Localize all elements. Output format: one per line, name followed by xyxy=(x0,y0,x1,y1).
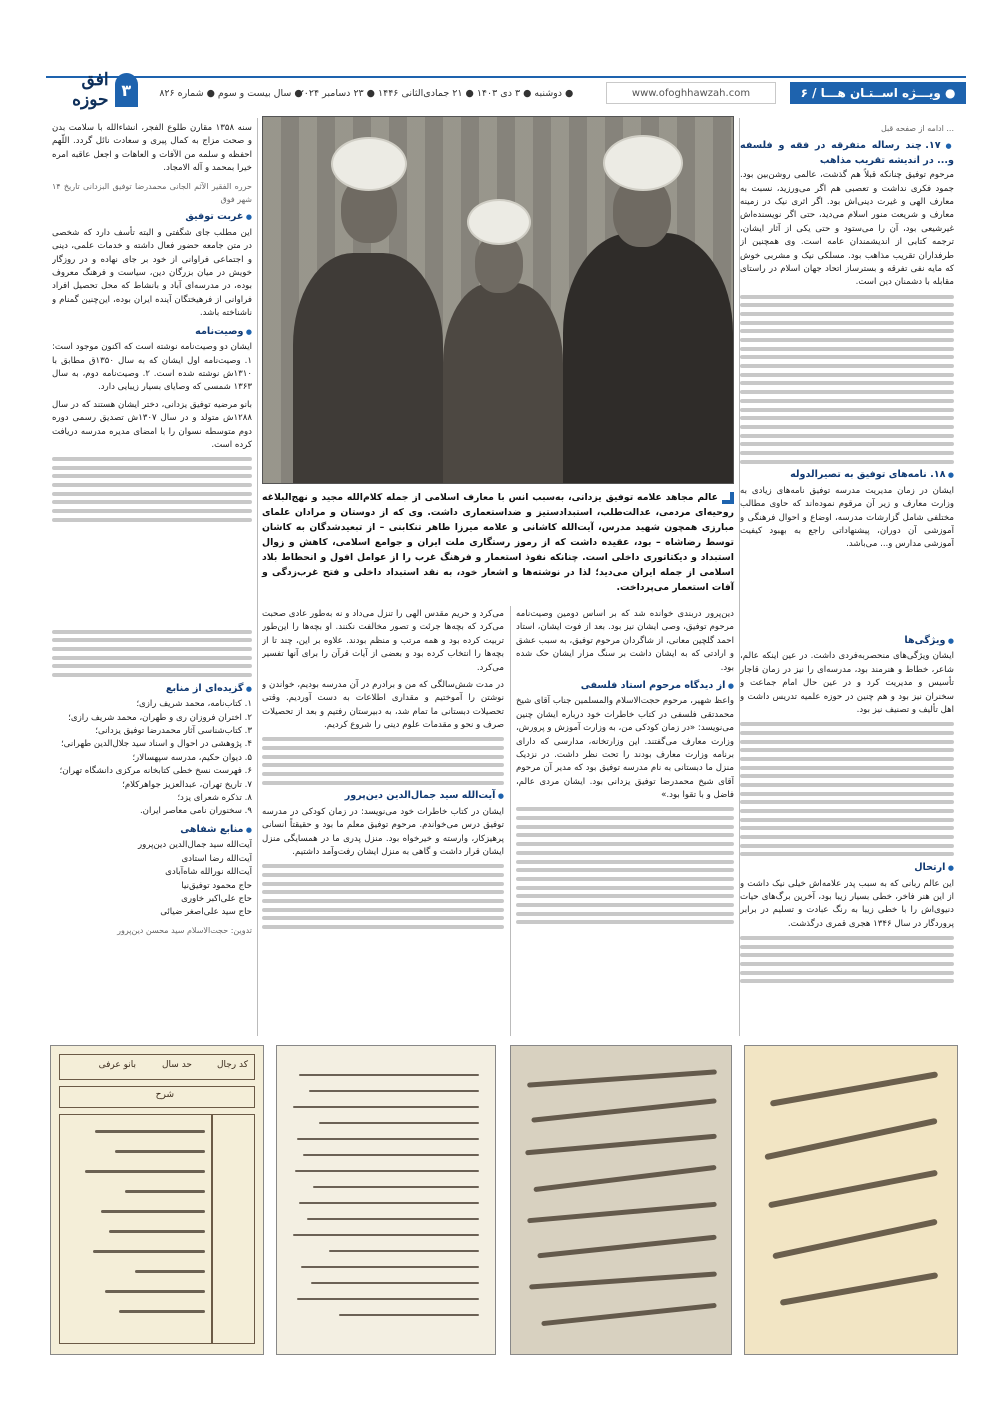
sources-list xyxy=(52,698,252,819)
prayer-text: سنه ۱۳۵۸ مقارن طلوع الفجر، انشاءالله با سلامت بدن و صحت مزاج به کمال پیری و سعادت نائل گردد. اللّهم احفظه و سلمه من الآفات و العاهات و اجعل عاقبه امره خیرا بمحمد و آله الامجاد. xyxy=(52,123,252,174)
manuscript-calligraphy[interactable] xyxy=(510,1045,732,1355)
source-item: ۳. کتاب‌شناسی آثار محمدرضا توفیق یزدانی؛ xyxy=(95,726,252,737)
handwriting-line xyxy=(307,1218,479,1220)
photo-caption xyxy=(262,490,734,602)
left-column-lower xyxy=(52,625,252,1035)
date-line: ● دوشنبه ● ۳ دی ۱۴۰۳ ● ۲۱ جمادی‌الثانی ۱۴۴۶ ● ۲۳ دسامبر ۲۰۲۴ xyxy=(298,87,574,99)
turban-icon xyxy=(467,199,531,245)
item18-heading: ● ۱۸. نامه‌های توفیق به تصیرالدوله xyxy=(740,468,954,482)
handwriting-line xyxy=(297,1138,479,1140)
source-item: ۶. فهرست نسخ خطی کتابخانه مرکزی دانشگاه تهران؛ xyxy=(59,766,252,777)
text-continuation xyxy=(262,864,504,929)
continuation-note: ... ادامه از صفحه قبل xyxy=(880,124,954,133)
calligraphy-stroke xyxy=(525,1134,717,1156)
page-header xyxy=(46,70,966,110)
handwriting-line xyxy=(85,1170,205,1173)
turban-icon xyxy=(603,135,683,191)
calligraphy-stroke xyxy=(764,1118,937,1160)
left-column xyxy=(52,122,252,622)
photo-figure-center xyxy=(443,283,563,483)
caption-corner-icon xyxy=(722,492,734,504)
register-header-cell: حد سال xyxy=(162,1060,192,1070)
photo-caption-text: عالم مجاهد علامه توفیق یزدانی، به‌سبب انس با معارف اسلامی از جمله کلام‌الله مجید و نهج‌البلاغه روحیه‌ای مردمی، عدالت‌طلب، استبدادستیز و ضداستعماری داشت. وی که از دوستان و مرادان علمای مبارزی همچون شهید مدرس، آیت‌الله کاشانی و علامه میرزا طاهر تنکابنی – از تبعیدشدگان به کاشان توسط رضاشاه – بود، عقیده داشت که از رموز رستگاری ملت ایران و جوامع اسلامی، کاهش و زوال استبداد و دیکتاتوری داخلی است. چنانکه نفوذ استعمار و فرهنگ غرب را از عوامل افول و انحطاط بلاد اسلامی از جمله ایران می‌دید؛ لذا در نوشته‌ها و اشعار خود، به نقد استبداد داخلی و فتح غرب‌زدگی و آفات استعمار می‌پرداخت. xyxy=(262,492,734,593)
calligraphy-stroke xyxy=(533,1165,716,1192)
text-continuation xyxy=(52,630,252,677)
will-text: ایشان دو وصیت‌نامه نوشته است که اکنون موجود است: ۱. وصیت‌نامه اول ایشان که به سال ۱۳۵۰ق مطابق با ۱۳۱۰ش نوشته شده است. ۲. وصیت‌نامه دوم، به سال ۱۳۶۳ شمسی که وصایای بسیار زیبایی دارد. xyxy=(52,342,252,393)
handwriting-line xyxy=(319,1122,479,1124)
sources-heading: ● گزیده‌ای از منابع xyxy=(52,682,252,696)
text-continuation xyxy=(52,457,252,522)
manuscript-qita[interactable] xyxy=(744,1045,958,1355)
middle-left-column xyxy=(262,608,504,1040)
calligraphy-stroke xyxy=(531,1098,717,1122)
signature-line: حرره الفقیر الآثم الجانی محمدرضا توفیق البزدانی تاریخ ۱۴ شهر فوق xyxy=(52,181,252,205)
column-divider xyxy=(510,606,511,1036)
oral-source-item: آیت‌الله نورالله شاه‌آبادی xyxy=(165,867,252,878)
calligraphy-stroke xyxy=(537,1235,717,1259)
register-header-cell: بانو عرفی xyxy=(98,1060,136,1070)
handwriting-line xyxy=(125,1190,205,1193)
compiler-credit: تدوین: حجت‌الاسلام سید محسن دین‌پرور xyxy=(117,925,252,935)
will-heading: ● وصیت‌نامه xyxy=(52,325,252,339)
handwriting-line xyxy=(109,1230,205,1233)
source-item: ۱. کتاب‌نامه، محمد شریف رازی؛ xyxy=(136,699,252,710)
register-column-line xyxy=(211,1114,213,1344)
text-continuation xyxy=(516,807,734,924)
oral-sources-heading: ● منابع شفاهی xyxy=(52,823,252,837)
register-header-row xyxy=(59,1054,255,1080)
source-item: ۵. دیوان حکیم، مدرسه سپهسالار؛ xyxy=(132,752,252,763)
calligraphy-stroke xyxy=(780,1272,939,1306)
item17-text: مرحوم توفیق چنانکه قبلاً هم گذشت، عالمی روشن‌بین بود. جمود فکری نداشت و تعصبی هم اگر می‌ورزید، نسبت به معارف الهی و غیرت دینی‌اش بود. اگر اثری نیک در زمینه معارف و شریعت منور اسلام می‌دید، حتی اگر نویسنده‌اش غیرشیعی بود، آن را می‌ستود و حتی یکی از آثار ایشان، ترجمه کتابی از اندیشمندان عامه است. وی همچنین از طرفداران تقریب مذاهب بود. مسلکی نیک و مشربی خوش که مایه نفی تفرقه و بسترساز اتحاد جهان اسلام در راستای مقابله با دشمنان دین است. xyxy=(740,170,954,288)
photo-figure-left xyxy=(293,253,443,483)
handwriting-line xyxy=(299,1074,479,1076)
handwriting-line xyxy=(101,1210,205,1213)
handwriting-line xyxy=(293,1106,479,1108)
text-continuation xyxy=(740,722,954,856)
calligraphy-stroke xyxy=(529,1271,717,1289)
source-item: ۲. اختران فروزان ری و طهران، محمد شریف رازی؛ xyxy=(68,712,252,723)
traits-heading: ● ویژگی‌ها xyxy=(740,634,954,648)
text-continuation xyxy=(262,737,504,784)
issue-line: ● سال بیست و سوم ● شماره ۸۲۶ xyxy=(159,87,303,99)
page-number: ۳ xyxy=(115,73,138,107)
traits-text: ایشان ویژگی‌های منحصربه‌فردی داشت. در عین اینکه عالم، شاعر، خطاط و هنرمند بود، مدرسه‌ای را نیز در زمان قاجار تأسیس و مدیریت کرد و در عین حال امام جماعت و سخنران نیز بود و هم چنین در حوزه علمیه تدریس داشت و اهل تألیف و تصنیف نیز بود. xyxy=(740,651,954,716)
register-header-cell: کد رجال xyxy=(216,1060,248,1070)
dinparvar-text: ایشان در کتاب خاطرات خود می‌نویسد: در زمان کودکی در مدرسه توفیق درس می‌خواندم. مرحوم توفیق معلم ما بود و حقیقتاً انسانی پرهیزکار، وارسته و خیرخواه بود. منزل پدری ما در همسایگی منزل ایشان قرار داشت و گاهی به منزل ایشان رفت‌وآمد داشتیم. xyxy=(262,806,504,858)
turban-icon xyxy=(331,137,407,191)
source-item: ۸. تذکره شعرای یزد؛ xyxy=(177,793,252,804)
item18-text: ایشان در زمان مدیریت مدرسه توفیق نامه‌های زیادی به وزارت معارف و زیر آن مرقوم نموده‌اند که حاوی مطالب مختلفی شامل گزارشات مدرسه، اوضاع و احوال فرهنگی و آموزشی آن دوران، پیشنهاداتی راجع به بهبود کیفیت آموزشی مدارس و... می‌باشد. xyxy=(740,485,954,550)
handwriting-line xyxy=(295,1170,479,1172)
source-item: ۷. تاریخ تهران، عبدالعزیز جواهرکلام؛ xyxy=(122,779,252,790)
brand-name: افق حوزه xyxy=(72,70,109,110)
handwriting-line xyxy=(313,1186,479,1188)
manuscript-letter[interactable] xyxy=(276,1045,496,1355)
handwriting-line xyxy=(339,1314,479,1316)
handwriting-line xyxy=(105,1290,205,1293)
exile-heading: ● غربت توفیق xyxy=(52,210,252,224)
handwriting-line xyxy=(309,1090,479,1092)
oral-source-item: حاج محمود توفیق‌نیا xyxy=(181,880,252,891)
mid-left-intro: می‌کرد و حریم مقدس الهی را تنزل می‌داد و نه به‌طور عادی صحبت می‌کرد که بچه‌ها جرئت و تصور مخالفت نکنند. او بچه‌ها را این‌طور تربیت کرده بود و همه مرتب و منظم بودند. علاوه بر این، چند تا از بچه‌ها را انتخاب کرده بود و بعضی از آیات قرآن را برای آنها تفسیر می‌کرد. xyxy=(262,609,504,673)
handwriting-line xyxy=(115,1150,205,1153)
handwriting-line xyxy=(95,1130,205,1133)
falsafi-text: واعظ شهیر، مرحوم حجت‌الاسلام والمسلمین جناب آقای شیخ محمدتقی فلسفی در کتاب خاطرات خود درباره ایشان چنین می‌نویسد: «در زمان کودکی من، به وزارت آموزش و پرورش، وزارت معارف می‌گفتند. این وزارتخانه، مدارسی که دارای برنامه وزارت معارف بودند را تحت نظر داشت. در نزدیک منزل ما دبستانی به نام مدرسه توفیق بود که مدیر آن مرحوم آقای شیخ محمدرضا توفیق یزدانی بود. ایشان مردی عالم، فاضل و با تقوا بود.» xyxy=(516,696,734,801)
handwriting-line xyxy=(297,1298,479,1300)
calligraphy-stroke xyxy=(527,1202,717,1224)
handwriting-line xyxy=(329,1250,479,1252)
site-url[interactable]: www.ofoghhawzah.com xyxy=(606,82,776,104)
calligraphy-stroke xyxy=(772,1219,938,1260)
oral-source-item: حاج علی‌اکبر خاوری xyxy=(181,893,252,904)
source-item: ۴. پژوهشی در احوال و اسناد سید جلال‌الدین طهرانی؛ xyxy=(60,739,252,750)
calligraphy-stroke xyxy=(527,1069,717,1087)
death-text: این عالم ربانی که به سبب پدر علامه‌اش خیلی نیک داشت و از این هنر فاخر، خطی بسیار زیبا بود، آخرین برگ‌های حیات دنیوی‌اش را با خطی زیبا به رنگ عبادت و تسلیم در برابر پروردگار در سال ۱۳۴۶ هجری قمری درگذشت. xyxy=(740,878,954,929)
manuscript-register[interactable] xyxy=(50,1045,264,1355)
oral-source-item: آیت‌الله سید جمال‌الدین دین‌پرور xyxy=(138,840,252,851)
handwriting-line xyxy=(303,1154,479,1156)
right-column xyxy=(740,122,954,627)
register-subheader-text: شرح xyxy=(155,1090,174,1100)
falsafi-heading: ● از دیدگاه مرحوم استاد فلسفی xyxy=(516,679,734,693)
source-item: ۹. سخنوران نامی معاصر ایران. xyxy=(139,806,252,817)
photo-figure-right xyxy=(563,233,733,483)
handwriting-line xyxy=(93,1250,205,1253)
oral-source-item: حاج سید علی‌اصغر ضیائی xyxy=(160,907,252,918)
text-continuation xyxy=(740,936,954,983)
handwriting-line xyxy=(135,1270,205,1273)
mid-right-intro: دین‌پرور دربندی خوانده شد که بر اساس دومین وصیت‌نامه مرحوم توفیق، وصی ایشان نیز بود. بعد از فوت ایشان، استاد احمد گلچین معانی، از شاگردان مرحوم توفیق، به سبب عشق و ارادتی که به ایشان داشت بر سنگ مزار ایشان حک شده بود. xyxy=(516,609,734,673)
daughter-text: بانو مرضیه توفیق یزدانی، دختر ایشان هستند که در سال ۱۲۸۸ش متولد و در سال ۱۳۰۷ش تصدیق رسمی دوره دوم متوسطه نسوان را با امضای مدیره مدرسه دریافت کرده است. xyxy=(52,399,252,450)
handwriting-line xyxy=(311,1282,479,1284)
historic-photo[interactable] xyxy=(262,116,734,484)
header-rule xyxy=(46,74,966,80)
death-heading: ● ارتحال xyxy=(740,861,954,875)
middle-right-column xyxy=(516,608,734,1040)
text-continuation xyxy=(740,295,954,464)
handwriting-line xyxy=(293,1234,479,1236)
calligraphy-stroke xyxy=(768,1170,938,1209)
section-tag: ● ویـــژه اســتـان هـــا / ۶ xyxy=(790,82,966,104)
handwriting-line xyxy=(301,1266,479,1268)
oral-source-item: آیت‌الله رضا استادی xyxy=(181,853,252,864)
mid-left-memory: در مدت شش‌سالگی که من و برادرم در آن مدرسه بودیم، خواندن و نوشتن را آموختیم و مقداری اطلاعات به دست آوردیم. وقتی تحصیلات دبستانی ما تمام شد، به دبیرستان رفتیم و بعد از تحصیلات صرف و نحو و مقدمات علوم دینی را شروع کردیم. xyxy=(262,680,504,731)
newspaper-logo[interactable] xyxy=(46,70,138,110)
calligraphy-stroke xyxy=(770,1071,938,1106)
exile-text: این مطلب جای شگفتی و البته تأسف دارد که شخصی در متن جامعه حضور فعال داشته و خدمات علمی، دینی و اجتماعی فراوانی از خود بر جای نهاده و در روزگار خویش در میان بزرگان دین، سیاست و فرهنگ معروف بوده، در مدرسه‌ای آباد و بانشاط که محل تحصیل افراد فراوانی از فرهیختگان آینده ایران بوده، این‌چنین گمنام و ناشناخته باشد. xyxy=(52,227,252,319)
calligraphy-stroke xyxy=(541,1303,717,1326)
right-column-lower xyxy=(740,630,954,1035)
handwriting-line xyxy=(119,1310,205,1313)
handwriting-line xyxy=(299,1202,479,1204)
column-divider xyxy=(257,118,258,1036)
oral-sources-list xyxy=(52,839,252,919)
dinparvar-heading: ● آیت‌الله سید جمال‌الدین دین‌پرور xyxy=(262,789,504,803)
item17-heading: ● ۱۷. چند رساله متفرقه در فقه و فلسفه و... در اندیشه تقریب مذاهب xyxy=(740,139,954,167)
register-subheader xyxy=(59,1086,255,1108)
